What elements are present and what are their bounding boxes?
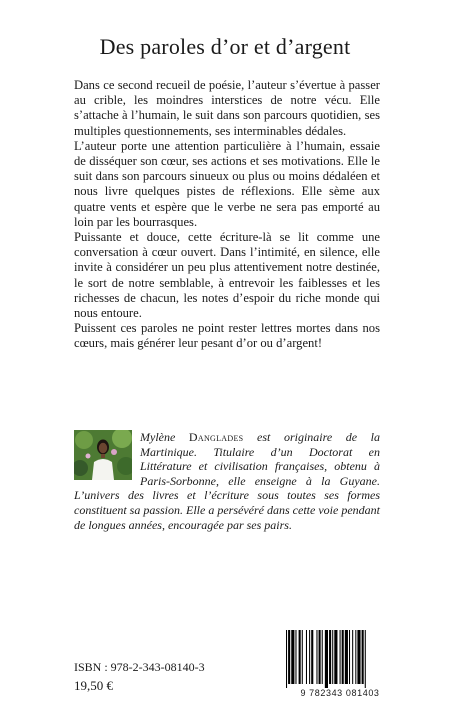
back-cover-blurb: [74, 78, 380, 352]
book-title: Des paroles d’or et d’argent: [99, 34, 351, 59]
price-label: 19,50 €: [74, 678, 113, 693]
barcode-icon: [282, 628, 398, 690]
blurb-paragraph: Puissante et douce, cette écriture-là se lit comme une conversation à cœur ouvert. Dans l’intimité, en silence, elle invite à considérer un peu plus attentivement notre destinée, le sort de notre semblable, à entrevoir les faiblesses et les richesses de chacun, les notes d’espoir du riche monde qui nous entoure.: [74, 230, 380, 321]
author-photo: [74, 430, 132, 480]
blurb-paragraph: L’auteur porte une attention particulière à l’humain, essaie de disséquer son cœur, ses actions et ses motivations. Elle le suit dans son parcours sinueux ou plus ou moins dédaléen et nous livre quelques pistes de réflexions. Elle sème aux quatre vents et espère que le verbe ne sera pas emporté au loin par les bourrasques.: [74, 138, 380, 229]
author-bio-text: est originaire de la Martinique. Titulaire d’un Doctorat en Littérature et civilisation françaises, obtenu à Paris-Sorbonne, elle enseigne à la Guyane. L’univers des livres et l’écriture sous toutes ses formes constituent sa passion. Elle a persévéré dans cette voie pendant de longues années, encouragée par ses pairs.: [74, 430, 381, 532]
barcode-digits: 9 782343 081403: [300, 688, 380, 698]
blurb-paragraph: Puissent ces paroles ne point rester lettres mortes dans nos cœurs, mais générer leur pesant d’or ou d’argent!: [74, 321, 380, 351]
isbn-label: ISBN : 978-2-343-08140-3: [74, 660, 205, 674]
author-bio-section: [74, 430, 380, 532]
blurb-paragraph: Dans ce second recueil de poésie, l’auteur s’évertue à passer au crible, les moindres interstices de notre vécu. Elle s’attache à l’humain, le suit dans son parcours quotidien, ses multiples questionnements, ses interminables dédales.: [74, 78, 380, 138]
author-first-name: Mylène: [140, 430, 176, 444]
author-portrait-icon: [74, 430, 132, 480]
author-last-name: Danglades: [188, 430, 244, 444]
